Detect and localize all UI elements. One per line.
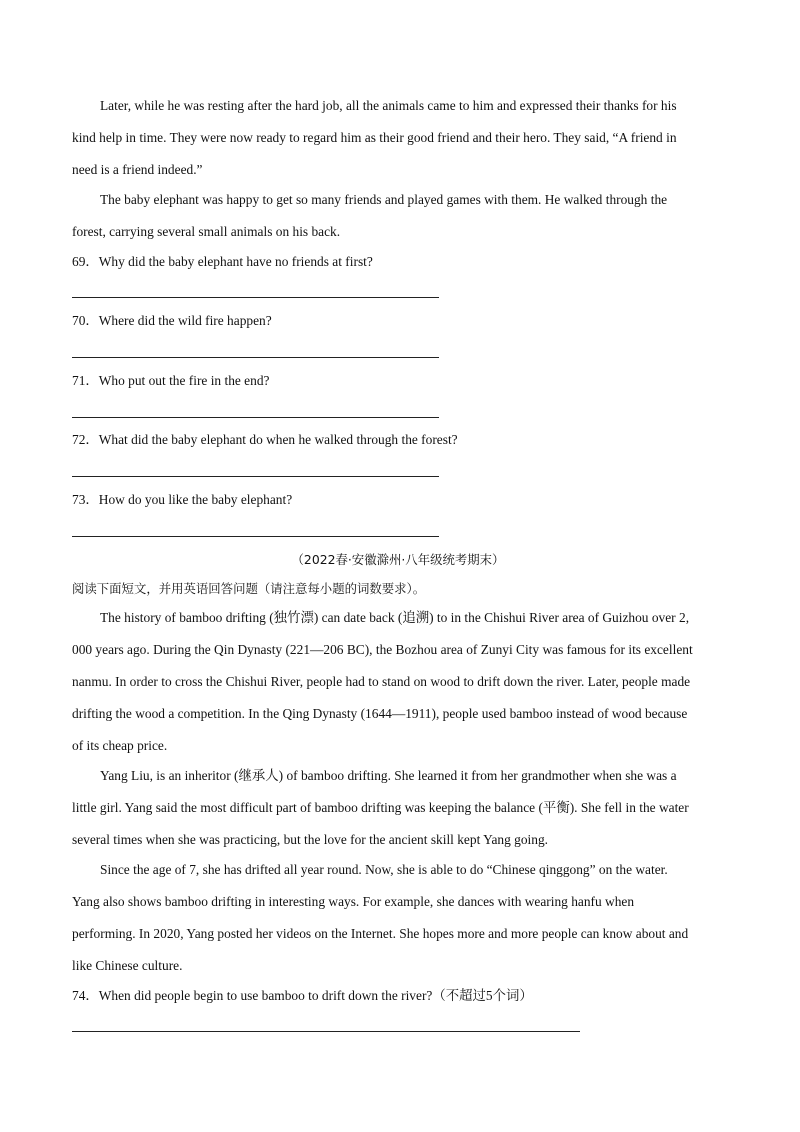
answer-line-69[interactable] [72, 297, 439, 298]
passage2-line: Since the age of 7, she has drifted all year round. Now, she is able to do “Chinese qinggong” on the water. [100, 862, 668, 877]
question-70: 70．Where did the wild fire happen? [72, 313, 272, 328]
answer-line-71[interactable] [72, 417, 439, 418]
question-69: 69．Why did the baby elephant have no friends at first? [72, 254, 373, 269]
answer-line-72[interactable] [72, 476, 439, 477]
passage2-line: of its cheap price. [72, 738, 168, 753]
passage2-line: several times when she was practicing, but the love for the ancient skill kept Yang going. [72, 832, 549, 847]
passage2-line: nanmu. In order to cross the Chishui River, people had to stand on wood to drift down the river. Later, people made [72, 674, 691, 689]
passage2-line: 000 years ago. During the Qin Dynasty (221—206 BC), the Bozhou area of Zunyi City was famous for its excellent [72, 642, 693, 657]
question-73: 73．How do you like the baby elephant? [72, 492, 293, 507]
passage2-line: The history of bamboo drifting (独竹漂) can date back (追溯) to in the Chishui River area of Guizhou over 2, [100, 610, 690, 625]
passage1-line: Later, while he was resting after the hard job, all the animals came to him and expressed their thanks for his [100, 98, 677, 113]
passage2-line: Yang Liu, is an inheritor (继承人) of bamboo drifting. She learned it from her grandmother when she was a [100, 768, 677, 783]
question-72: 72．What did the baby elephant do when he walked through the forest? [72, 432, 458, 447]
question-74: 74．When did people begin to use bamboo to drift down the river?（不超过5个词） [72, 988, 533, 1003]
answer-line-74[interactable] [72, 1031, 580, 1032]
passage2-line: drifting the wood a competition. In the Qing Dynasty (1644—1911), people used bamboo instead of wood because [72, 706, 688, 721]
answer-line-73[interactable] [72, 536, 439, 537]
passage1-line: The baby elephant was happy to get so many friends and played games with them. He walked through the [100, 192, 668, 207]
answer-line-70[interactable] [72, 357, 439, 358]
passage2-line: little girl. Yang said the most difficult part of bamboo drifting was keeping the balance (平衡). She fell in the water [72, 800, 689, 815]
passage1-line: kind help in time. They were now ready to regard him as their good friend and their hero. They said, “A friend in [72, 130, 677, 145]
passage1-line: need is a friend indeed.” [72, 162, 203, 177]
source-heading: （2022春·安徽滁州·八年级统考期末） [291, 552, 505, 567]
instructions: 阅读下面短文，并用英语回答问题（请注意每小题的词数要求）。 [72, 581, 426, 596]
passage2-line: like Chinese culture. [72, 958, 183, 973]
passage2-line: performing. In 2020, Yang posted her videos on the Internet. She hopes more and more people can know about and [72, 926, 689, 941]
passage1-line: forest, carrying several small animals on his back. [72, 224, 341, 239]
passage2-line: Yang also shows bamboo drifting in interesting ways. For example, she dances with wearing hanfu when [72, 894, 635, 909]
question-71: 71．Who put out the fire in the end? [72, 373, 270, 388]
